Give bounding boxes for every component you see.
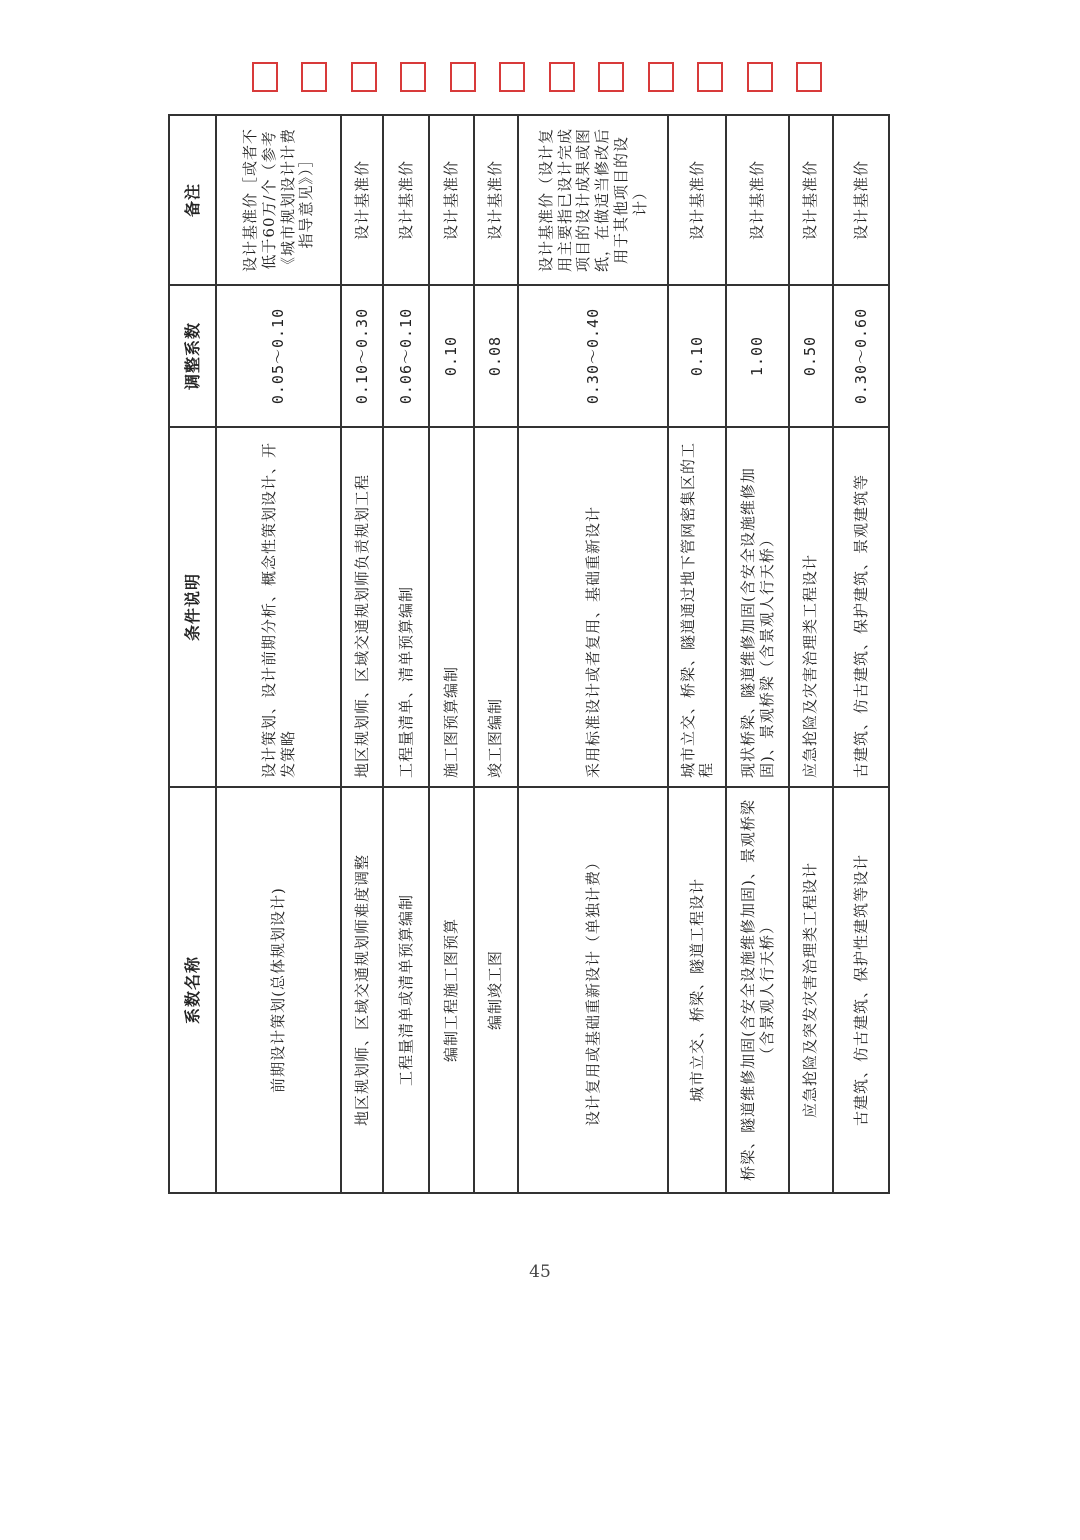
row-condition: 现状桥梁、隧道维修加固(含安全设施维修加固)、景观桥梁（含景观人行天桥） xyxy=(726,427,788,787)
row-condition: 设计策划、设计前期分析、概念性策划设计、开发策略 xyxy=(216,427,341,787)
row-name: 工程量清单或清单预算编制 xyxy=(383,787,428,1193)
red-stamp-box-row xyxy=(252,62,822,98)
header-condition: 条件说明 xyxy=(169,427,216,787)
row-coefficient: 0.06～0.10 xyxy=(383,285,428,427)
table-row xyxy=(833,115,889,1193)
table-row xyxy=(383,115,428,1193)
row-coefficient: 0.30～0.60 xyxy=(833,285,889,427)
row-coefficient: 1.00 xyxy=(726,285,788,427)
table-row xyxy=(668,115,726,1193)
stamp-box xyxy=(598,62,624,92)
stamp-box xyxy=(252,62,278,92)
header-note: 备注 xyxy=(169,115,216,285)
row-name: 编制工程施工图预算 xyxy=(429,787,474,1193)
stamp-box xyxy=(450,62,476,92)
table-row xyxy=(518,115,668,1193)
row-note: 设计基准价 xyxy=(833,115,889,285)
table-row xyxy=(341,115,383,1193)
rotated-table-container xyxy=(168,116,890,1194)
page-number: 45 xyxy=(529,1262,551,1282)
table-row xyxy=(789,115,833,1193)
row-condition: 古建筑、仿古建筑、保护建筑、景观建筑等 xyxy=(833,427,889,787)
row-note: 设计基准价 xyxy=(429,115,474,285)
table-header-row xyxy=(169,115,216,1193)
coefficient-table xyxy=(168,114,890,1194)
row-coefficient: 0.10 xyxy=(668,285,726,427)
row-condition: 竣工图编制 xyxy=(474,427,518,787)
row-coefficient: 0.08 xyxy=(474,285,518,427)
stamp-box xyxy=(697,62,723,92)
row-condition: 应急抢险及灾害治理类工程设计 xyxy=(789,427,833,787)
row-note: 设计基准价 xyxy=(341,115,383,285)
table-row xyxy=(474,115,518,1193)
stamp-box xyxy=(796,62,822,92)
row-condition: 地区规划师、区域交通规划师负责规划工程 xyxy=(341,427,383,787)
row-name: 设计复用或基础重新设计（单独计费） xyxy=(518,787,668,1193)
row-coefficient: 0.30～0.40 xyxy=(518,285,668,427)
stamp-box xyxy=(400,62,426,92)
row-coefficient: 0.10 xyxy=(429,285,474,427)
row-condition: 工程量清单、清单预算编制 xyxy=(383,427,428,787)
row-note: 设计基准价 xyxy=(383,115,428,285)
row-name: 应急抢险及突发灾害治理类工程设计 xyxy=(789,787,833,1193)
table-row xyxy=(216,115,341,1193)
stamp-box xyxy=(648,62,674,92)
row-coefficient: 0.50 xyxy=(789,285,833,427)
header-coefficient: 调整系数 xyxy=(169,285,216,427)
row-note: 设计基准价 xyxy=(474,115,518,285)
header-name: 系数名称 xyxy=(169,787,216,1193)
stamp-box xyxy=(747,62,773,92)
row-name: 地区规划师、区域交通规划师难度调整 xyxy=(341,787,383,1193)
stamp-box xyxy=(499,62,525,92)
row-condition: 采用标准设计或者复用、基础重新设计 xyxy=(518,427,668,787)
row-name: 编制竣工图 xyxy=(474,787,518,1193)
row-name: 古建筑、仿古建筑、保护性建筑等设计 xyxy=(833,787,889,1193)
table-row xyxy=(726,115,788,1193)
row-note: 设计基准价 xyxy=(668,115,726,285)
row-name: 城市立交、桥梁、隧道工程设计 xyxy=(668,787,726,1193)
row-coefficient: 0.10～0.30 xyxy=(341,285,383,427)
stamp-box xyxy=(351,62,377,92)
row-note: 设计基准价 xyxy=(726,115,788,285)
row-condition: 城市立交、桥梁、隧道通过地下管网密集区的工程 xyxy=(668,427,726,787)
stamp-box xyxy=(301,62,327,92)
row-name: 桥梁、隧道维修加固(含安全设施维修加固)、景观桥梁（含景观人行天桥） xyxy=(726,787,788,1193)
row-name: 前期设计策划(总体规划设计) xyxy=(216,787,341,1193)
row-note: 设计基准价［或者不低于60万/个（参考《城市规划设计计费指导意见》）］ xyxy=(216,115,341,285)
stamp-box xyxy=(549,62,575,92)
row-note: 设计基准价（设计复用主要指已设计完成项目的设计成果或图纸，在做适当修改后用于其他项目的设计） xyxy=(518,115,668,285)
table-row xyxy=(429,115,474,1193)
row-coefficient: 0.05～0.10 xyxy=(216,285,341,427)
row-note: 设计基准价 xyxy=(789,115,833,285)
row-condition: 施工图预算编制 xyxy=(429,427,474,787)
